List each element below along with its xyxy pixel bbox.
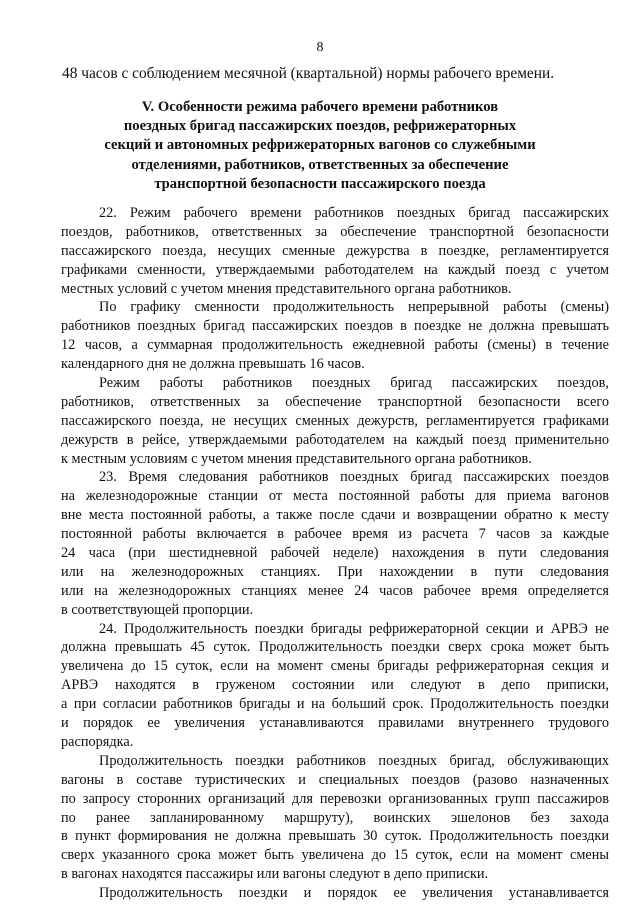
paragraph-line: 12 часов, а суммарная продолжительность ежедневной работы (смены) в течение	[61, 337, 609, 354]
paragraph-line: в соответствующей пропорции.	[61, 601, 254, 618]
section-heading	[60, 98, 580, 194]
paragraph-line: увеличена до 15 суток, если на момент смены бригады рефрижераторная секция и	[61, 658, 609, 675]
paragraph-line: или на железнодорожных станциях. При нахождении в пути следования	[61, 563, 609, 580]
paragraph-line: или на железнодорожных станциях менее 24 часов рабочее время определяется	[61, 582, 609, 599]
paragraph-line: к местным условиям с учетом мнения представительного органа работников.	[61, 450, 532, 467]
paragraph-line: календарного дня не должна превышать 16 часов.	[61, 356, 365, 373]
paragraph-line: и порядок ее увеличения устанавливаются правилами внутреннего трудового	[61, 715, 609, 732]
paragraph-line: поездов, работников, ответственных за обеспечение транспортной безопасности	[61, 223, 609, 240]
paragraph-line: пассажирского поезда, не несущих сменных дежурств, регламентируется графиками	[61, 412, 609, 429]
page-number: 8	[316, 40, 324, 55]
paragraph-line: Продолжительность поездки работников поездных бригад, обслуживающих	[99, 752, 609, 769]
paragraph-line: 23. Время следования работников поездных бригад пассажирских поездов	[99, 469, 609, 486]
continuation-line: 48 часов с соблюдением месячной (квартальной) нормы рабочего времени.	[62, 65, 555, 82]
paragraph-line: вагоны в составе туристических и специальных поездов (разово назначенных	[61, 771, 609, 788]
heading-line: секций и автономных рефрижераторных вагонов со служебными	[104, 137, 536, 154]
document-body	[61, 204, 609, 903]
paragraph-line: дежурств в рейсе, утверждаемыми работодателем на каждый поезд применительно	[61, 431, 609, 448]
paragraph-line: работников, ответственных за обеспечение транспортной безопасности всего	[61, 393, 609, 410]
paragraph-line: по запросу сторонних организаций для перевозки организованных групп пассажиров	[61, 790, 609, 807]
paragraph-line: на железнодорожные станции от места постоянной работы для приема вагонов	[61, 488, 609, 505]
paragraph-line: Продолжительность поездки и порядок ее увеличения устанавливается	[99, 885, 609, 902]
paragraph-line: АРВЭ находятся в груженом состоянии или следуют в депо приписки,	[61, 677, 609, 694]
heading-line: отделениями, работников, ответственных за обеспечение	[131, 156, 509, 173]
paragraph-line: местных условий с учетом мнения представительного органа работников.	[61, 280, 512, 297]
heading-line: поездных бригад пассажирских поездов, рефрижераторных	[123, 118, 517, 135]
paragraph	[61, 298, 609, 374]
paragraph	[61, 468, 609, 619]
paragraph-line: распорядка.	[61, 733, 134, 750]
paragraph-line: должна превышать 45 суток. Продолжительность поездки сверх срока может быть	[61, 639, 609, 656]
heading-line: V. Особенности режима рабочего времени работников	[141, 99, 499, 115]
paragraph-line: 22. Режим рабочего времени работников поездных бригад пассажирских	[99, 205, 609, 221]
heading-line: транспортной безопасности пассажирского поезда	[154, 175, 486, 192]
paragraph-line: Режим работы работников поездных бригад пассажирских поездов,	[99, 375, 609, 392]
paragraph-line: вне места постоянной работы, а также после сдачи и возвращении обратно к месту	[61, 507, 609, 524]
paragraph-line: в вагонах находятся пассажиры или вагоны следуют в депо приписки.	[61, 866, 489, 883]
paragraph-line: работников поездных бригад пассажирских поездов в поездке не должна превышать	[61, 318, 609, 335]
paragraph-line: по ранее запланированному маршруту), воинских эшелонов без захода	[61, 809, 609, 826]
paragraph-line: а при согласии работников бригады и на больший срок. Продолжительность поездки	[61, 696, 609, 713]
paragraph	[61, 204, 609, 298]
paragraph-line: графиками сменности, утверждаемыми работодателем на каждый поезд с учетом	[61, 261, 609, 278]
paragraph-line: 24. Продолжительность поездки бригады рефрижераторной секции и АРВЭ не	[99, 620, 609, 637]
paragraph	[61, 374, 609, 468]
paragraph	[61, 752, 609, 884]
paragraph-line: По графику сменности продолжительность непрерывной работы (смены)	[99, 299, 609, 316]
paragraph	[61, 884, 609, 903]
paragraph-line: постоянной работы включается в рабочее время из расчета 7 часов за каждые	[61, 526, 609, 543]
paragraph-line: 24 часа (при шестидневной рабочей неделе) нахождения в пути следования	[61, 545, 609, 562]
paragraph-line: сверх указанного срока может быть увеличена до 15 суток, если на момент смены	[61, 847, 609, 864]
paragraph	[61, 620, 609, 752]
paragraph-line: в пункт формирования не должна превышать 30 суток. Продолжительность поездки	[61, 828, 609, 845]
paragraph-line: пассажирского поезда, несущих сменные дежурства в поездке, регламентируется	[61, 242, 609, 259]
